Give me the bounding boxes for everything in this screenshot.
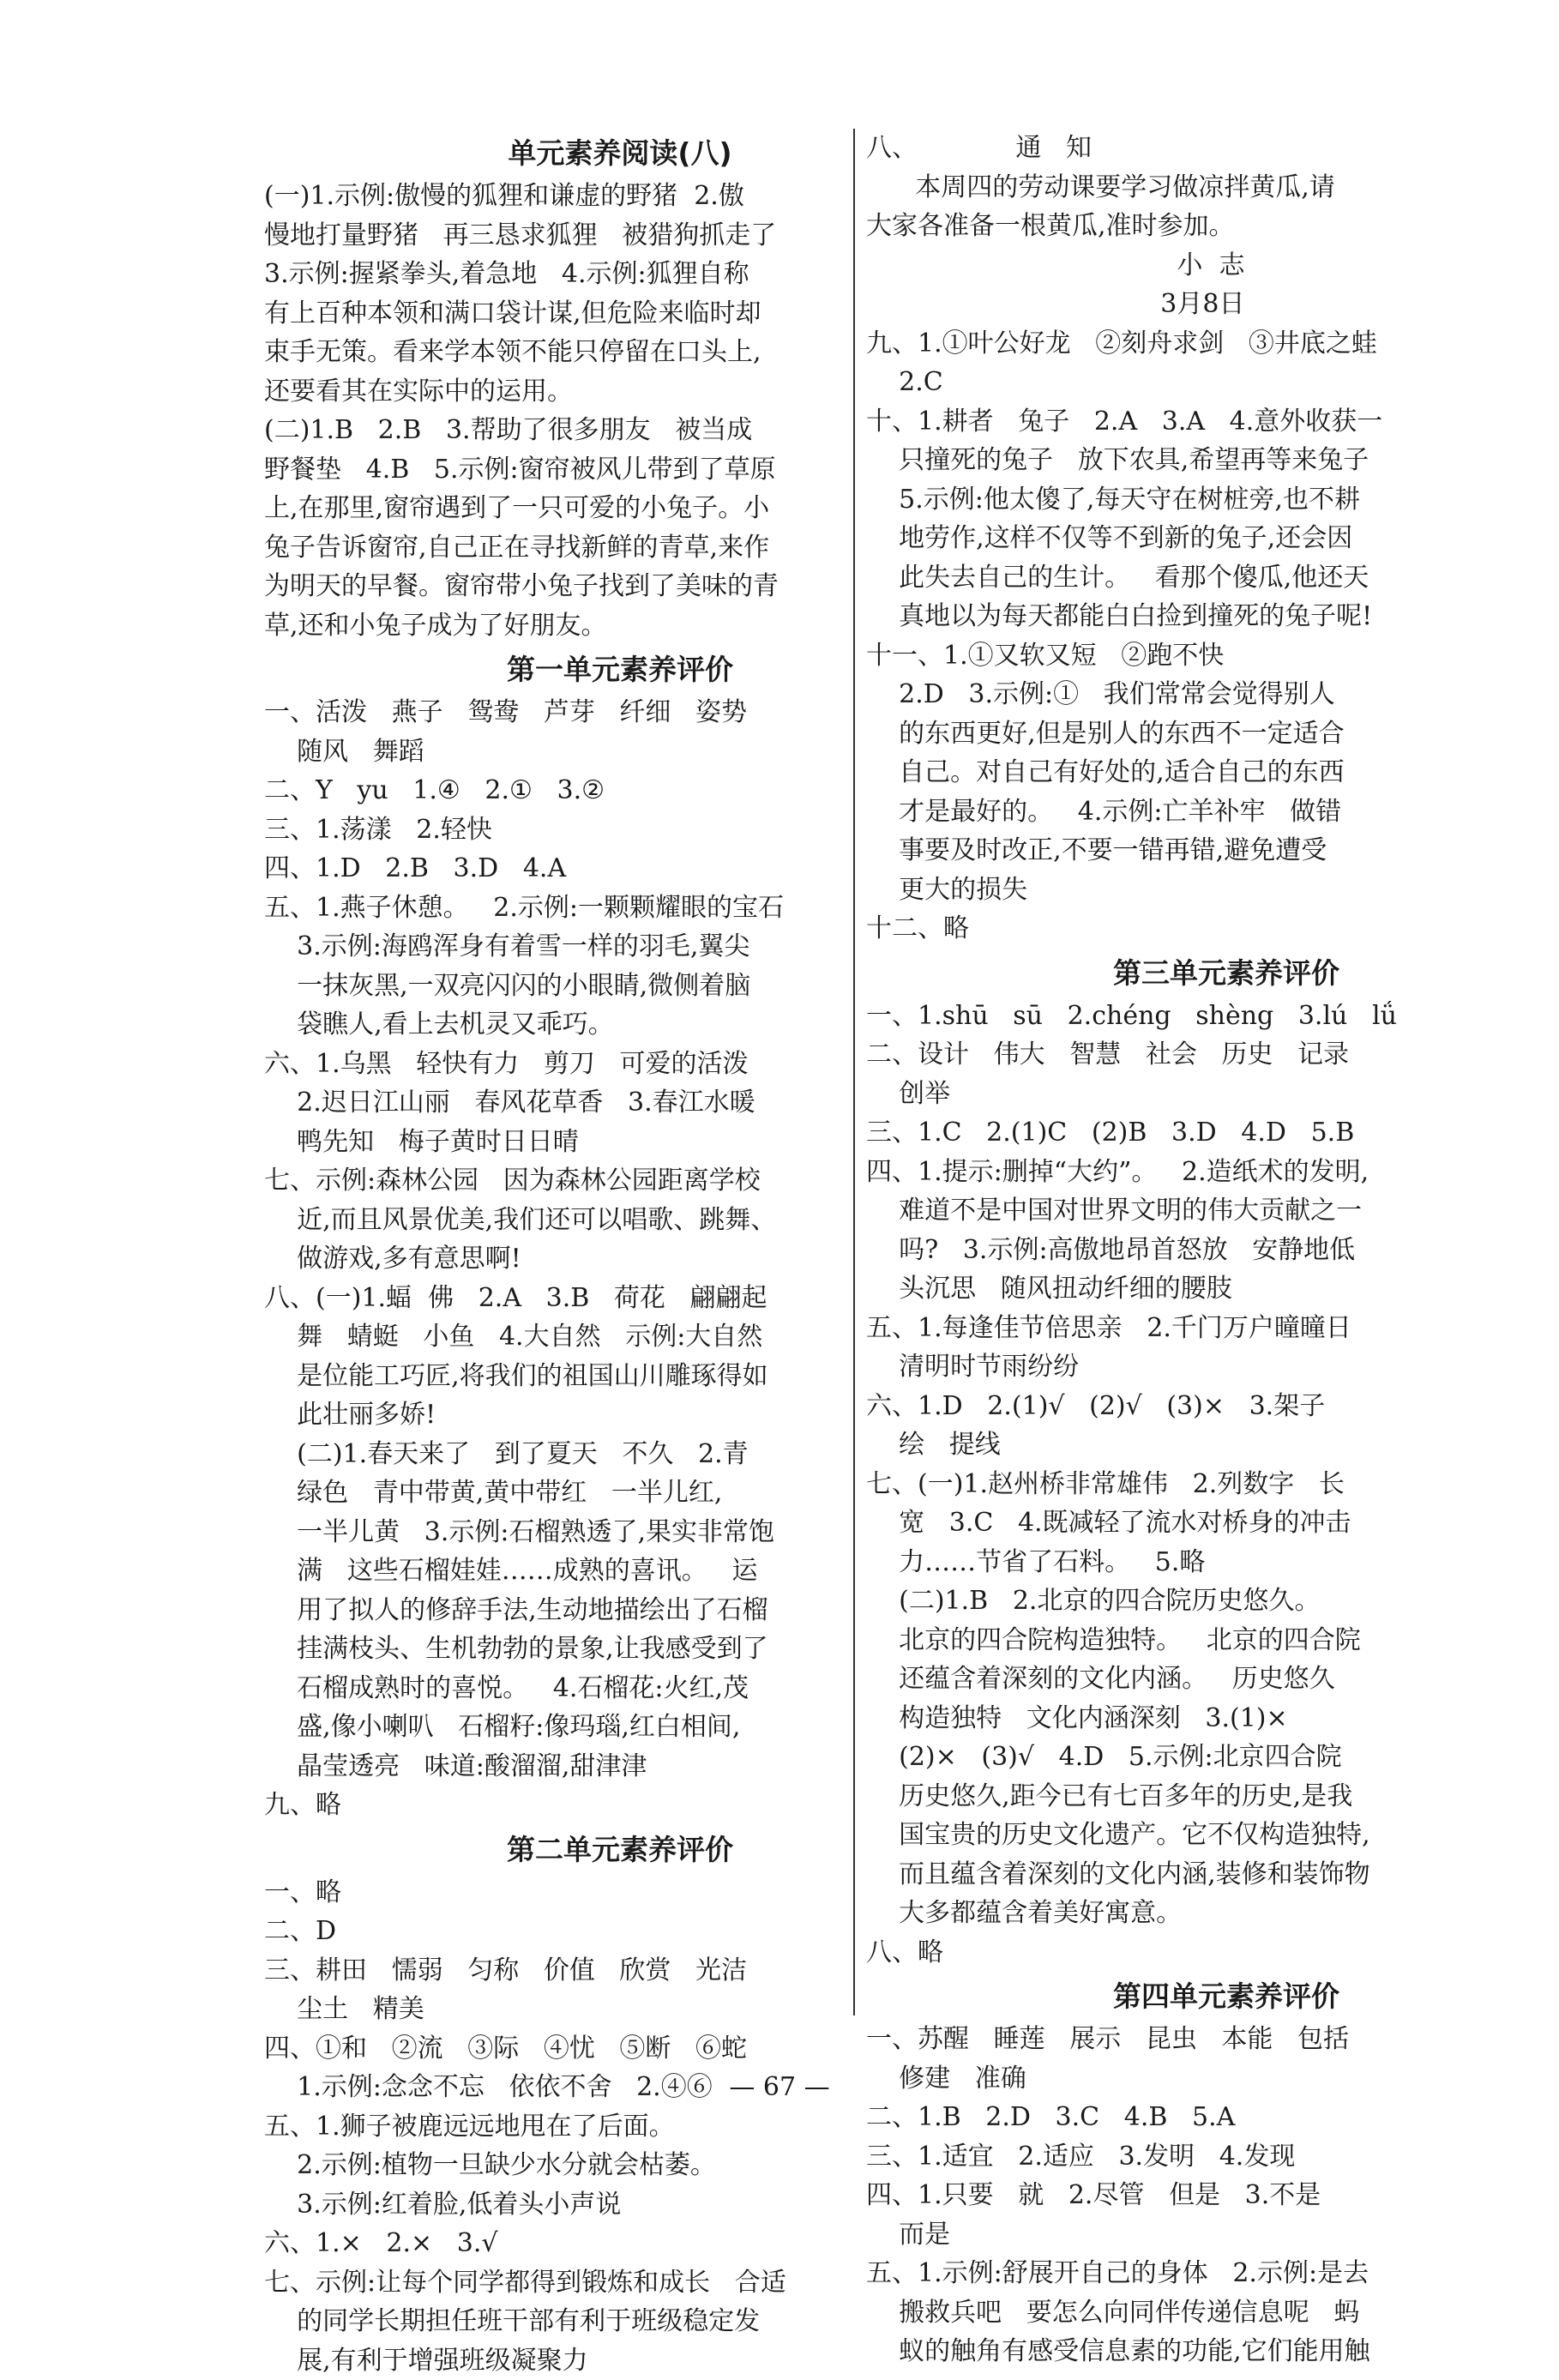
answer-line: 3.示例:红着脸,低着头小声说 [264, 2185, 976, 2225]
section-title: 单元素养阅读(八) [264, 134, 976, 173]
answer-line: 1.示例:念念不忘 依依不舍 2.④⑥ [264, 2068, 976, 2107]
answer-line: 2.D 3.示例:① 我们常常会觉得别人 [866, 675, 1559, 714]
answer-line: 九、1.①叶公好龙 ②刻舟求剑 ③井底之蛙 [866, 324, 1559, 364]
answer-line: 二、设计 伟大 智慧 社会 历史 记录 [866, 1035, 1559, 1075]
answer-line: 构造独特 文化内涵深刻 3.(1)× [866, 1699, 1559, 1738]
answer-line: 三、1.C 2.(1)C (2)B 3.D 4.D 5.B [866, 1113, 1559, 1153]
answer-line: 本周四的劳动课要学习做凉拌黄瓜,请 [866, 168, 1559, 208]
answer-line: 七、示例:让每个同学都得到锻炼和成长 合适 [264, 2263, 976, 2303]
answer-line: 地劳作,这样不仅等不到新的兔子,还会因 [866, 519, 1559, 558]
answer-line: 满 这些石榴娃娃……成熟的喜讯。 运 [264, 1552, 976, 1591]
answer-line: 难道不是中国对世界文明的伟大贡献之一 [866, 1191, 1559, 1231]
answer-line: 野餐垫 4.B 5.示例:窗帘被风儿带到了草原 [264, 450, 976, 490]
answer-line: 三、1.荡漾 2.轻快 [264, 810, 976, 850]
answer-line: 兔子告诉窗帘,自己正在寻找新鲜的青草,来作 [264, 528, 976, 568]
answer-line: 绘 提线 [866, 1425, 1559, 1465]
answer-line: 鸭先知 梅子黄时日日晴 [264, 1123, 976, 1162]
answer-line: 5.示例:他太傻了,每天守在树桩旁,也不耕 [866, 480, 1559, 520]
answer-line: 四、①和 ②流 ③际 ④忧 ⑤断 ⑥蛇 [264, 2029, 976, 2069]
answer-line: 十一、1.①又软又短 ②跑不快 [866, 636, 1559, 676]
answer-line: 小 志 [866, 246, 1559, 286]
answer-line: 一抹灰黑,一双亮闪闪的小眼睛,微侧着脑 [264, 967, 976, 1006]
page-number: — 67 — [729, 2072, 829, 2102]
answer-line: 更大的损失 [866, 871, 1559, 910]
answer-line: 十、1.耕者 兔子 2.A 3.A 4.意外收获一 [866, 402, 1559, 442]
answer-line: 而是 [866, 2215, 1559, 2255]
answer-line: 六、1.乌黑 轻快有力 剪刀 可爱的活泼 [264, 1045, 976, 1084]
answer-line: 头沉思 随风扭动纤细的腰肢 [866, 1269, 1559, 1309]
answer-line: 八、(一)1.蝠 佛 2.A 3.B 荷花 翩翩起 [264, 1279, 976, 1318]
answer-line: 做游戏,多有意思啊! [264, 1239, 976, 1279]
answer-line: 三、1.适宜 2.适应 3.发明 4.发现 [866, 2137, 1559, 2177]
answer-line: 只撞死的兔子 放下农具,希望再等来兔子 [866, 441, 1559, 480]
answer-line: 袋瞧人,看上去机灵又乖巧。 [264, 1005, 976, 1045]
answer-line: 十二、略 [866, 909, 1559, 949]
answer-line: (二)1.B 2.B 3.帮助了很多朋友 被当成 [264, 411, 976, 450]
answer-line: 才是最好的。 4.示例:亡羊补牢 做错 [866, 792, 1559, 832]
answer-line: 真地以为每天都能白白捡到撞死的兔子呢! [866, 597, 1559, 636]
answer-line: 盛,像小喇叭 石榴籽:像玛瑙,红白相间, [264, 1708, 976, 1747]
answer-line: 八、略 [866, 1933, 1559, 1973]
answer-line: 五、1.燕子休憩。 2.示例:一颗颗耀眼的宝石 [264, 889, 976, 928]
answer-line: (二)1.B 2.北京的四合院历史悠久。 [866, 1582, 1559, 1621]
answer-line: (二)1.春天来了 到了夏天 不久 2.青 [264, 1435, 976, 1474]
answer-line: 一、苏醒 睡莲 展示 昆虫 本能 包括 [866, 2020, 1559, 2059]
answer-line: 2.示例:植物一旦缺少水分就会枯萎。 [264, 2146, 976, 2185]
page-footer [0, 2072, 1559, 2102]
answer-line: 大家各准备一根黄瓜,准时参加。 [866, 207, 1559, 246]
answer-line: 2.C [866, 363, 1559, 402]
answer-line: 五、1.每逢佳节倍思亲 2.千门万户曈曈日 [866, 1309, 1559, 1348]
answer-line: 国宝贵的历史文化遗产。它不仅构造独特, [866, 1816, 1559, 1855]
answer-line: 四、1.只要 就 2.尽管 但是 3.不是 [866, 2176, 1559, 2215]
answer-line: 四、1.D 2.B 3.D 4.A [264, 849, 976, 889]
answer-line: 一、活泼 燕子 鸳鸯 芦芽 纤细 姿势 [264, 693, 976, 732]
answer-line: 绿色 青中带黄,黄中带红 一半儿红, [264, 1473, 976, 1513]
answer-line: 五、1.示例:舒展开自己的身体 2.示例:是去 [866, 2254, 1559, 2293]
section-title: 第一单元素养评价 [264, 650, 976, 690]
answer-line: 吗? 3.示例:高傲地昂首怒放 安静地低 [866, 1231, 1559, 1270]
answer-line: 六、1.× 2.× 3.√ [264, 2224, 976, 2263]
answer-line: 展,有利于增强班级凝聚力 [264, 2341, 976, 2380]
answer-line: 有上百种本领和满口袋计谋,但危险来临时却 [264, 294, 976, 334]
answer-line: 尘土 精美 [264, 1990, 976, 2029]
column-divider [853, 129, 855, 2015]
answer-line: 用了拟人的修辞手法,生动地描绘出了石榴 [264, 1591, 976, 1630]
answer-line: 七、示例:森林公园 因为森林公园距离学校 [264, 1161, 976, 1201]
answer-line: 二、Y yu 1.④ 2.① 3.② [264, 771, 976, 810]
answer-line: 事要及时改正,不要一错再错,避免遭受 [866, 831, 1559, 871]
answer-line: (一)1.示例:傲慢的狐狸和谦虚的野猪 2.傲 [264, 177, 976, 216]
answer-line: 七、(一)1.赵州桥非常雄伟 2.列数字 长 [866, 1465, 1559, 1504]
answer-line: 八、 通 知 [866, 129, 1559, 168]
answer-line: 还蕴含着深刻的文化内涵。 历史悠久 [866, 1660, 1559, 1699]
section-title: 第二单元素养评价 [264, 1830, 976, 1870]
answer-line: 一、略 [264, 1873, 976, 1913]
answer-line: 北京的四合院构造独特。 北京的四合院 [866, 1621, 1559, 1660]
answer-line: 舞 蜻蜓 小鱼 4.大自然 示例:大自然 [264, 1317, 976, 1357]
answer-line: 3月8日 [866, 285, 1559, 324]
answer-line: 五、1.狮子被鹿远远地甩在了后面。 [264, 2107, 976, 2147]
answer-line: 束手无策。看来学本领不能只停留在口头上, [264, 333, 976, 372]
answer-line: 二、D [264, 1912, 976, 1951]
answer-line: 的东西更好,但是别人的东西不一定适合 [866, 714, 1559, 754]
answer-line: 此失去自己的生计。 看那个傻瓜,他还天 [866, 558, 1559, 598]
answer-line: 随风 舞蹈 [264, 732, 976, 772]
answer-line: 是位能工巧匠,将我们的祖国山川雕琢得如 [264, 1357, 976, 1396]
answer-line: 一半儿黄 3.示例:石榴熟透了,果实非常饱 [264, 1513, 976, 1552]
answer-line: 自己。对自己有好处的,适合自己的东西 [866, 753, 1559, 792]
answer-line: 三、耕田 懦弱 匀称 价值 欣赏 光洁 [264, 1951, 976, 1991]
answer-line: 搬救兵吧 要怎么向同伴传递信息呢 蚂 [866, 2293, 1559, 2333]
answer-line: 历史悠久,距今已有七百多年的历史,是我 [866, 1777, 1559, 1817]
answer-line: 宽 3.C 4.既减轻了流水对桥身的冲击 [866, 1503, 1559, 1543]
answer-line: 慢地打量野猪 再三恳求狐狸 被猎狗抓走了 [264, 216, 976, 256]
answer-line: (2)× (3)√ 4.D 5.示例:北京四合院 [866, 1738, 1559, 1777]
answer-line: 此壮丽多娇! [264, 1395, 976, 1435]
answer-line: 为明天的早餐。窗帘带小兔子找到了美味的青 [264, 567, 976, 606]
answer-line: 的同学长期担任班干部有利于班级稳定发 [264, 2302, 976, 2341]
answer-line: 3.示例:海鸥浑身有着雪一样的羽毛,翼尖 [264, 927, 976, 967]
answer-line: 石榴成熟时的喜悦。 4.石榴花:火红,茂 [264, 1669, 976, 1708]
answer-line: 晶莹透亮 味道:酸溜溜,甜津津 [264, 1747, 976, 1787]
answer-line: 一、1.shū sū 2.chéng shèng 3.lú lǘ [866, 997, 1559, 1036]
answer-line: 二、1.B 2.D 3.C 4.B 5.A [866, 2098, 1559, 2137]
answer-line: 挂满枝头、生机勃勃的景象,让我感受到了 [264, 1630, 976, 1669]
answer-line: 力……节省了石料。 5.略 [866, 1543, 1559, 1582]
answer-line: 草,还和小兔子成为了好朋友。 [264, 606, 976, 646]
answer-line: 近,而且风景优美,我们还可以唱歌、跳舞、 [264, 1201, 976, 1240]
answer-line: 六、1.D 2.(1)√ (2)√ (3)× 3.架子 [866, 1387, 1559, 1426]
answer-line: 清明时节雨纷纷 [866, 1347, 1559, 1387]
answer-line: 创举 [866, 1075, 1559, 1114]
answer-line: 而且蕴含着深刻的文化内涵,装修和装饰物 [866, 1855, 1559, 1895]
answer-line: 还要看其在实际中的运用。 [264, 372, 976, 412]
answer-line: 上,在那里,窗帘遇到了一只可爱的小兔子。小 [264, 489, 976, 528]
answer-line: 修建 准确 [866, 2059, 1559, 2099]
answer-line: 大多都蕴含着美好寓意。 [866, 1894, 1559, 1933]
answer-line: 九、略 [264, 1786, 976, 1825]
answer-line: 蚁的触角有感受信息素的功能,它们能用触 [866, 2332, 1559, 2371]
answer-line: 3.示例:握紧拳头,着急地 4.示例:狐狸自称 [264, 255, 976, 294]
answer-line: 四、1.提示:删掉“大约”。 2.造纸术的发明, [866, 1153, 1559, 1192]
answer-line: 2.迟日江山丽 春风花草香 3.春江水暖 [264, 1083, 976, 1123]
right-column [866, 129, 1559, 2371]
section-title: 第四单元素养评价 [866, 1977, 1559, 2016]
section-title: 第三单元素养评价 [866, 954, 1559, 993]
